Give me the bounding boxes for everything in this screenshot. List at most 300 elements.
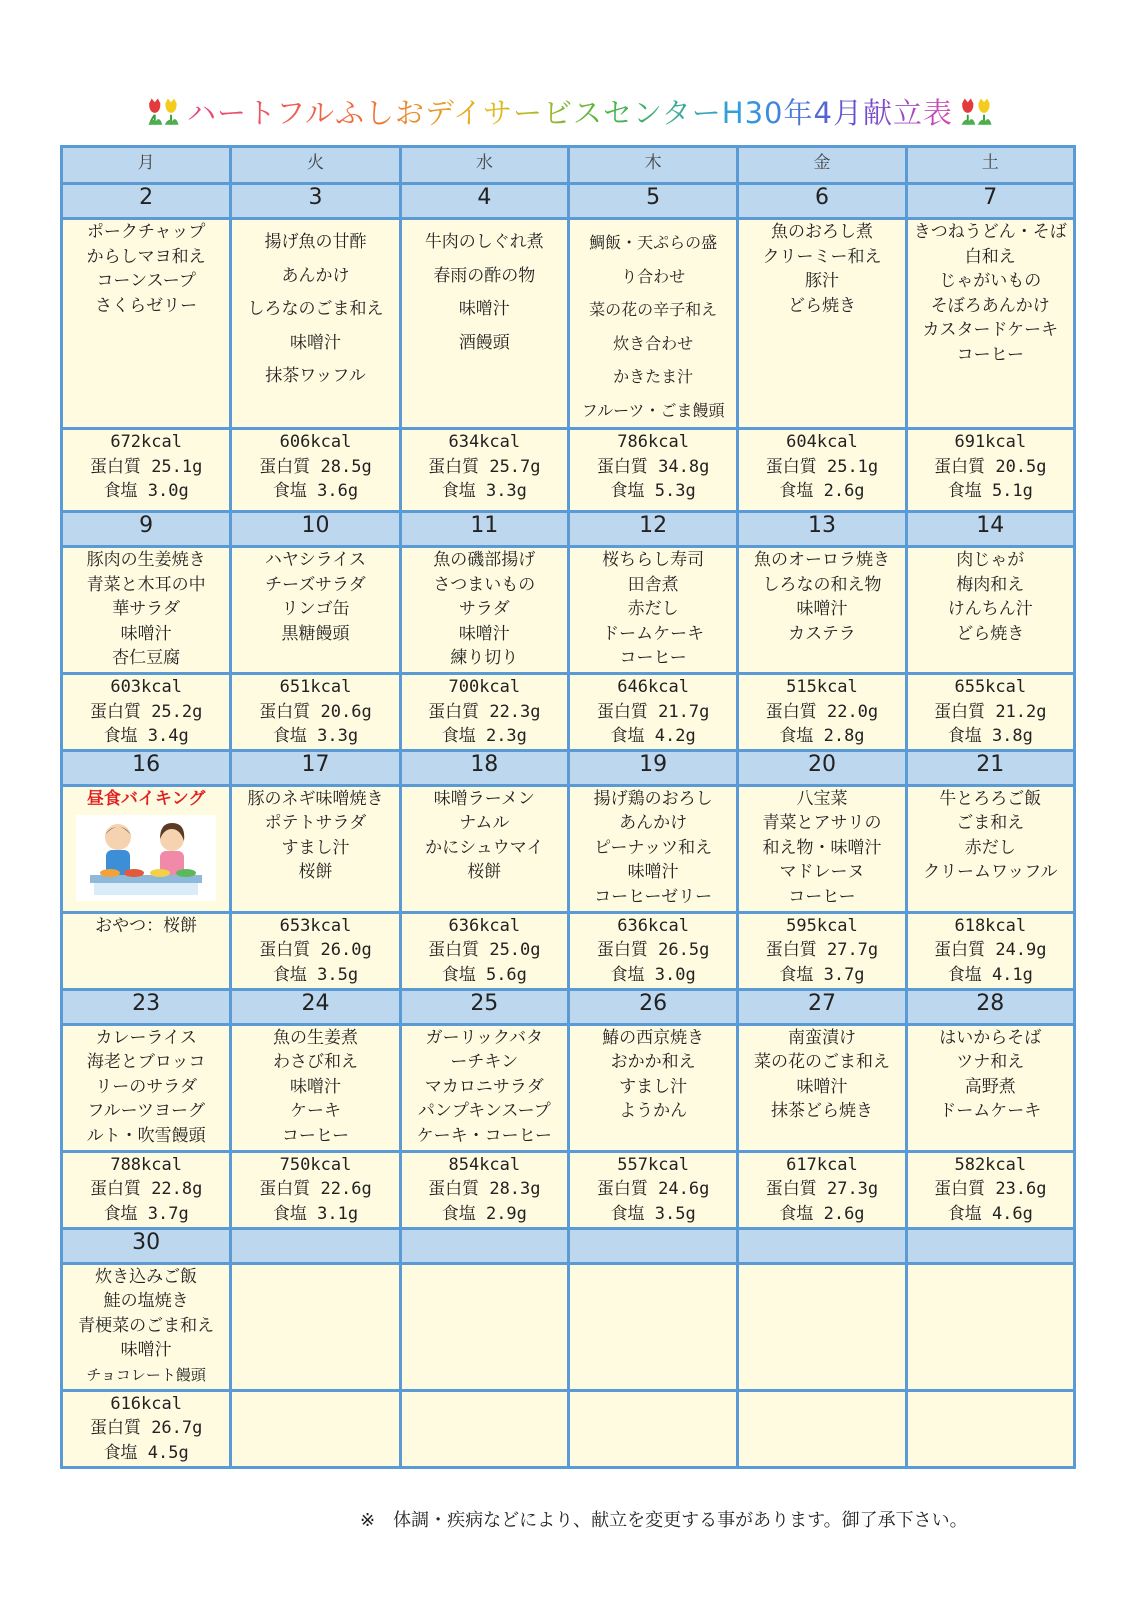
dish-item: 高野煮 xyxy=(964,1076,1016,1097)
dish-item: 菜の花の辛子和え xyxy=(589,300,718,319)
dish-cell xyxy=(906,785,1074,912)
dish-item: ポテトサラダ xyxy=(264,813,367,833)
dish-item: コーヒー xyxy=(788,886,856,907)
salt-value: 食塩 3.0g xyxy=(610,964,696,985)
nutrition-row xyxy=(62,1390,1075,1467)
empty-cell xyxy=(231,1263,400,1390)
dish-item: 味噌汁 xyxy=(120,1340,172,1360)
protein-value: 蛋白質 22.6g xyxy=(259,1179,372,1199)
protein-value: 蛋白質 28.3g xyxy=(428,1179,541,1199)
dish-item: あんかけ xyxy=(619,813,688,833)
dish-item: クリームワッフル xyxy=(923,862,1058,882)
dish-item: 梅肉和え xyxy=(956,574,1025,595)
dish-cell xyxy=(568,219,737,429)
weekday-wed: 水 xyxy=(400,147,568,184)
protein-value: 蛋白質 26.7g xyxy=(89,1418,203,1438)
dish-row xyxy=(62,1024,1075,1151)
protein-value: 蛋白質 20.5g xyxy=(934,456,1047,477)
kcal-value: 786kcal xyxy=(617,432,689,452)
date-cell: 27 xyxy=(738,989,906,1024)
date-cell: 17 xyxy=(231,750,400,785)
protein-value: 蛋白質 25.0g xyxy=(428,940,541,960)
title-row xyxy=(140,86,1000,136)
empty-cell xyxy=(400,1263,568,1390)
protein-value: 蛋白質 27.7g xyxy=(765,940,879,960)
date-cell: 11 xyxy=(400,512,568,547)
dish-item: 海老とブロッコ xyxy=(86,1052,206,1072)
dish-item: 八宝菜 xyxy=(796,788,848,809)
salt-value: 食塩 5.6g xyxy=(441,964,527,985)
dish-item: ケーキ xyxy=(289,1101,341,1121)
date-cell: 13 xyxy=(738,512,906,547)
weekday-thu: 木 xyxy=(568,147,737,184)
salt-value: 食塩 4.5g xyxy=(103,1442,189,1463)
dish-item: どら焼き xyxy=(956,623,1025,644)
dish-item: 南蛮漬け xyxy=(787,1027,856,1048)
dish-cell xyxy=(568,785,737,912)
nutrition-cell xyxy=(231,912,400,989)
dish-item: 魚のおろし煮 xyxy=(770,222,873,242)
nutrition-cell xyxy=(62,674,231,751)
salt-value: 食塩 5.1g xyxy=(947,481,1033,501)
salt-value: 食塩 4.1g xyxy=(947,964,1033,985)
dish-item: コーヒー xyxy=(956,344,1024,365)
protein-value: 蛋白質 25.1g xyxy=(89,456,203,477)
date-row xyxy=(62,184,1075,219)
dish-cell xyxy=(568,1024,737,1151)
dish-item: 牛とろろご飯 xyxy=(939,788,1042,809)
salt-value: 食塩 3.7g xyxy=(779,964,865,985)
protein-value: 蛋白質 22.3g xyxy=(428,701,541,722)
dish-item: さつまいもの xyxy=(433,574,536,595)
dish-item: サラダ xyxy=(458,599,510,619)
dish-row xyxy=(62,547,1075,674)
date-cell: 14 xyxy=(906,512,1074,547)
nutrition-row xyxy=(62,1151,1075,1228)
dish-item: 青菜とアサリの xyxy=(762,813,882,833)
protein-value: 蛋白質 21.7g xyxy=(596,701,710,722)
kcal-value: 636kcal xyxy=(617,915,689,936)
empty-cell xyxy=(568,1263,737,1390)
nutrition-cell xyxy=(400,674,568,751)
dish-item: 魚の磯部揚げ xyxy=(433,550,536,570)
salt-value: 食塩 3.3g xyxy=(441,481,527,501)
snack-text: おやつ：桜餅 xyxy=(95,915,198,936)
dish-item: ハヤシライス xyxy=(264,550,367,570)
dish-item: 味噌汁 xyxy=(458,623,510,644)
dish-cell xyxy=(62,219,231,429)
dish-item: 白和え xyxy=(964,246,1016,267)
dish-item: からしマヨ和え xyxy=(86,246,206,267)
dish-item: 味噌汁 xyxy=(289,332,341,353)
date-cell: 9 xyxy=(62,512,231,547)
date-cell: 21 xyxy=(906,750,1074,785)
dish-item: ようかん xyxy=(619,1101,688,1121)
kcal-value: 655kcal xyxy=(954,677,1027,697)
nutrition-cell xyxy=(62,1390,231,1467)
protein-value: 蛋白質 26.5g xyxy=(596,940,710,960)
tulip-icon xyxy=(146,87,181,135)
date-cell: 25 xyxy=(400,989,568,1024)
nutrition-row xyxy=(62,674,1075,751)
protein-value: 蛋白質 25.7g xyxy=(428,456,541,477)
dish-item: 酒饅頭 xyxy=(458,332,510,353)
dish-item: どら焼き xyxy=(787,295,856,316)
nutrition-cell xyxy=(62,1151,231,1228)
salt-value: 食塩 2.6g xyxy=(779,1203,865,1224)
nutrition-cell xyxy=(400,1151,568,1228)
date-cell: 3 xyxy=(231,184,400,219)
empty-cell xyxy=(906,1390,1074,1467)
dish-cell xyxy=(400,219,568,429)
date-row xyxy=(62,512,1075,547)
salt-value: 食塩 4.2g xyxy=(610,726,696,746)
protein-value: 蛋白質 22.0g xyxy=(765,701,879,722)
kcal-value: 617kcal xyxy=(786,1154,858,1175)
dish-item: 鰆の西京焼き xyxy=(602,1027,705,1048)
dish-item: 赤だし xyxy=(964,837,1016,858)
dish-row xyxy=(62,785,1075,912)
protein-value: 蛋白質 25.2g xyxy=(89,701,203,722)
weekday-fri: 金 xyxy=(738,147,906,184)
dish-item: すまし汁 xyxy=(281,837,350,858)
nutrition-cell xyxy=(231,1151,400,1228)
weekday-sat: 土 xyxy=(906,147,1074,184)
date-cell: 24 xyxy=(231,989,400,1024)
dish-item: 味噌汁 xyxy=(627,862,679,882)
buffet-label: 昼食バイキング xyxy=(86,788,206,809)
dish-item: り合わせ xyxy=(621,266,686,286)
dish-item: 味噌汁 xyxy=(289,1076,341,1097)
dish-cell xyxy=(231,547,400,674)
dish-item: じゃがいもの xyxy=(939,271,1042,291)
dish-cell xyxy=(62,1024,231,1151)
dish-cell xyxy=(400,785,568,912)
dish-item: 炊き合わせ xyxy=(613,333,694,353)
dish-item: リーのサラダ xyxy=(95,1076,198,1097)
dish-item: ルト・吹雪饅頭 xyxy=(86,1125,206,1146)
dish-item: さくらゼリー xyxy=(95,295,198,316)
dish-item: 杏仁豆腐 xyxy=(112,648,181,668)
empty-cell xyxy=(231,1390,400,1467)
dish-item: フルーツヨーグ xyxy=(87,1101,205,1121)
dish-item: チョコレート饅頭 xyxy=(86,1365,206,1384)
dish-item: わさび和え xyxy=(272,1052,358,1072)
date-cell: 26 xyxy=(568,989,737,1024)
salt-value: 食塩 2.6g xyxy=(779,481,865,501)
salt-value: 食塩 3.7g xyxy=(103,1203,189,1224)
dish-item: クリーミー和え xyxy=(762,246,882,267)
nutrition-cell xyxy=(62,429,231,512)
dish-item: 味噌汁 xyxy=(120,623,172,644)
dish-item: カスタードケーキ xyxy=(922,320,1059,340)
protein-value: 蛋白質 23.6g xyxy=(934,1179,1047,1199)
date-cell: 12 xyxy=(568,512,737,547)
dish-cell xyxy=(738,785,906,912)
dish-item: おかか和え xyxy=(610,1052,696,1072)
dish-item: 華サラダ xyxy=(112,599,181,619)
empty-cell xyxy=(400,1390,568,1467)
kcal-value: 515kcal xyxy=(786,677,858,697)
salt-value: 食塩 2.3g xyxy=(441,726,527,746)
protein-value: 蛋白質 27.3g xyxy=(765,1179,879,1199)
nutrition-cell xyxy=(906,1151,1074,1228)
dish-item: 抹茶ワッフル xyxy=(265,366,366,386)
dish-item: 揚げ魚の甘酢 xyxy=(264,232,367,252)
weekday-header-row xyxy=(62,147,1075,184)
dish-item: 豚肉の生姜焼き xyxy=(86,550,206,570)
kcal-value: 582kcal xyxy=(954,1154,1027,1175)
dish-item: 豚汁 xyxy=(804,271,839,291)
nutrition-cell xyxy=(906,674,1074,751)
salt-value: 食塩 3.3g xyxy=(272,726,359,746)
kcal-value: 691kcal xyxy=(954,432,1027,452)
dish-item: コーヒーゼリー xyxy=(594,886,713,907)
kcal-value: 616kcal xyxy=(110,1393,182,1414)
kcal-value: 750kcal xyxy=(279,1154,352,1175)
dish-item: チーズサラダ xyxy=(265,574,366,595)
dish-item: かきたま汁 xyxy=(613,367,694,386)
dish-cell xyxy=(400,1024,568,1151)
dish-item: 魚の生姜煮 xyxy=(272,1027,358,1048)
date-cell: 2 xyxy=(62,184,231,219)
dish-cell xyxy=(231,1024,400,1151)
empty-date-cell xyxy=(738,1228,906,1263)
weekday-mon: 月 xyxy=(62,147,231,184)
dish-item: けんちん汁 xyxy=(947,599,1033,619)
snack-cell xyxy=(62,912,231,989)
menu-calendar xyxy=(60,145,1076,1469)
salt-value: 食塩 3.5g xyxy=(272,964,359,985)
kcal-value: 653kcal xyxy=(279,915,352,936)
dish-item: 魚のオーロラ焼き xyxy=(753,550,890,570)
dish-item: 桜ちらし寿司 xyxy=(602,550,705,570)
dish-item: しろなの和え物 xyxy=(762,574,882,595)
dish-item: 青梗菜のごま和え xyxy=(78,1315,215,1336)
salt-value: 食塩 5.3g xyxy=(610,481,696,501)
nutrition-cell xyxy=(400,429,568,512)
empty-cell xyxy=(738,1263,906,1390)
dish-cell xyxy=(62,547,231,674)
kcal-value: 672kcal xyxy=(110,432,182,452)
dish-item: フルーツ・ごま饅頭 xyxy=(581,400,725,420)
dish-item: パンプキンスープ xyxy=(417,1101,551,1121)
weekday-tue: 火 xyxy=(231,147,400,184)
dish-item: カレーライス xyxy=(95,1027,197,1048)
date-cell: 23 xyxy=(62,989,231,1024)
empty-cell xyxy=(738,1390,906,1467)
dish-cell xyxy=(738,1024,906,1151)
dish-item: 揚げ鶏のおろし xyxy=(593,788,713,809)
kcal-value: 854kcal xyxy=(448,1154,521,1175)
dish-item: ガーリックバタ xyxy=(425,1027,543,1048)
dish-item: ケーキ・コーヒー xyxy=(416,1125,552,1146)
date-cell: 30 xyxy=(62,1228,231,1263)
kcal-value: 700kcal xyxy=(448,677,521,697)
date-cell: 28 xyxy=(906,989,1074,1024)
date-cell: 4 xyxy=(400,184,568,219)
date-row xyxy=(62,750,1075,785)
nutrition-cell xyxy=(906,429,1074,512)
protein-value: 蛋白質 24.9g xyxy=(934,940,1047,960)
dish-item: はいからそば xyxy=(939,1027,1042,1048)
salt-value: 食塩 2.9g xyxy=(441,1203,527,1224)
nutrition-cell xyxy=(568,912,737,989)
dish-item: 赤だし xyxy=(627,599,679,619)
page-title: ハートフルふしおデイサービスセンターH30年4月献立表 xyxy=(187,91,953,132)
nutrition-cell xyxy=(568,674,737,751)
dish-cell xyxy=(906,219,1074,429)
kcal-value: 651kcal xyxy=(279,677,352,697)
dish-item: しろなのごま和え xyxy=(247,299,384,319)
dish-cell xyxy=(906,1024,1074,1151)
dish-item: 味噌汁 xyxy=(458,299,510,319)
kcal-value: 604kcal xyxy=(786,432,858,452)
nutrition-cell xyxy=(400,912,568,989)
salt-value: 食塩 3.8g xyxy=(947,726,1033,746)
protein-value: 蛋白質 26.0g xyxy=(259,940,372,960)
dish-item: 炊き込みご飯 xyxy=(95,1266,198,1287)
nutrition-cell xyxy=(738,1151,906,1228)
date-cell: 16 xyxy=(62,750,231,785)
dish-item: リンゴ缶 xyxy=(281,599,350,619)
dish-item: コーヒー xyxy=(619,648,687,668)
date-cell: 19 xyxy=(568,750,737,785)
dish-item: 春雨の酢の物 xyxy=(433,265,536,286)
date-cell: 18 xyxy=(400,750,568,785)
dish-item: きつねうどん・そば xyxy=(913,222,1067,242)
dish-cell xyxy=(738,547,906,674)
nutrition-cell xyxy=(231,429,400,512)
dish-item: ツナ和え xyxy=(956,1052,1025,1072)
salt-value: 食塩 3.4g xyxy=(103,726,189,746)
nutrition-cell xyxy=(738,429,906,512)
dish-cell xyxy=(906,547,1074,674)
nutrition-row xyxy=(62,912,1075,989)
protein-value: 蛋白質 25.1g xyxy=(765,456,879,477)
dish-cell xyxy=(231,219,400,429)
dish-item: 菜の花のごま和え xyxy=(753,1052,890,1072)
dish-item: 青菜と木耳の中 xyxy=(86,574,206,595)
salt-value: 食塩 3.1g xyxy=(272,1203,359,1224)
footer-note: ※ 体調・疾病などにより、献立を変更する事があります。御了承下さい。 xyxy=(360,1510,968,1531)
dish-item: 牛肉のしぐれ煮 xyxy=(424,232,544,252)
dish-cell xyxy=(568,547,737,674)
dish-item: コーヒー xyxy=(281,1125,350,1146)
dish-item: ドームケーキ xyxy=(939,1101,1042,1121)
dish-item: 桜餅 xyxy=(298,862,333,882)
kcal-value: 603kcal xyxy=(110,677,182,697)
nutrition-row xyxy=(62,429,1075,512)
dish-cell xyxy=(400,547,568,674)
date-row xyxy=(62,989,1075,1024)
dish-item: すまし汁 xyxy=(619,1076,688,1097)
nutrition-cell xyxy=(738,912,906,989)
buffet-illustration xyxy=(76,815,216,901)
empty-date-cell xyxy=(231,1228,400,1263)
protein-value: 蛋白質 28.5g xyxy=(259,456,372,477)
buffet-cell xyxy=(62,785,231,912)
dish-item: ーチキン xyxy=(450,1052,519,1072)
empty-cell xyxy=(906,1263,1074,1390)
dish-cell xyxy=(231,785,400,912)
dish-item: そぼろあんかけ xyxy=(930,295,1050,316)
nutrition-cell xyxy=(738,674,906,751)
dish-item: 抹茶どら焼き xyxy=(770,1101,873,1121)
dish-item: 和え物・味噌汁 xyxy=(762,837,882,858)
nutrition-cell xyxy=(906,912,1074,989)
empty-date-cell xyxy=(906,1228,1074,1263)
protein-value: 蛋白質 24.6g xyxy=(596,1179,710,1199)
nutrition-cell xyxy=(568,429,737,512)
date-cell: 6 xyxy=(738,184,906,219)
date-cell: 20 xyxy=(738,750,906,785)
dish-item: 黒糖饅頭 xyxy=(281,623,350,644)
dish-item: ポークチャップ xyxy=(86,222,206,242)
protein-value: 蛋白質 20.6g xyxy=(259,701,372,722)
dish-item: ピーナッツ和え xyxy=(594,837,713,858)
dish-item: 味噌ラーメン xyxy=(433,788,535,809)
tulip-icon xyxy=(959,87,994,135)
dish-item: 肉じゃが xyxy=(956,550,1025,570)
dish-row xyxy=(62,1263,1075,1390)
dish-item: かにシュウマイ xyxy=(425,837,544,858)
dish-item: ごま和え xyxy=(956,813,1025,833)
dish-cell xyxy=(62,1263,231,1390)
dish-item: 鮭の塩焼き xyxy=(103,1291,189,1311)
dish-item: マドレーヌ xyxy=(779,862,865,882)
protein-value: 蛋白質 22.8g xyxy=(89,1179,203,1199)
salt-value: 食塩 3.0g xyxy=(103,481,189,501)
nutrition-cell xyxy=(568,1151,737,1228)
dish-item: 田舎煮 xyxy=(627,574,679,595)
dish-item: 豚のネギ味噌焼き xyxy=(247,788,384,809)
dish-item: カステラ xyxy=(788,623,856,644)
dish-item: 桜餅 xyxy=(467,862,502,882)
kcal-value: 788kcal xyxy=(110,1154,182,1175)
empty-date-cell xyxy=(568,1228,737,1263)
dish-item: ナムル xyxy=(459,813,510,833)
nutrition-cell xyxy=(231,674,400,751)
protein-value: 蛋白質 34.8g xyxy=(596,456,710,477)
kcal-value: 636kcal xyxy=(448,915,521,936)
kcal-value: 606kcal xyxy=(279,432,352,452)
date-row xyxy=(62,1228,1075,1263)
dish-item: マカロニサラダ xyxy=(424,1076,544,1097)
date-cell: 5 xyxy=(568,184,737,219)
protein-value: 蛋白質 21.2g xyxy=(934,701,1047,722)
dish-cell xyxy=(738,219,906,429)
salt-value: 食塩 3.6g xyxy=(272,481,359,501)
empty-cell xyxy=(568,1390,737,1467)
kcal-value: 618kcal xyxy=(954,915,1027,936)
dish-item: 味噌汁 xyxy=(796,1076,848,1097)
dish-item: 鯛飯・天ぷらの盛 xyxy=(589,233,718,252)
dish-item: 味噌汁 xyxy=(796,599,848,619)
dish-item: ドームケーキ xyxy=(602,623,705,644)
dish-row xyxy=(62,219,1075,429)
date-cell: 7 xyxy=(906,184,1074,219)
dish-item: 練り切り xyxy=(450,648,519,668)
dish-item: コーンスープ xyxy=(96,271,196,291)
kcal-value: 557kcal xyxy=(617,1154,689,1175)
salt-value: 食塩 4.6g xyxy=(947,1203,1033,1224)
dish-item: あんかけ xyxy=(281,265,350,286)
date-cell: 10 xyxy=(231,512,400,547)
salt-value: 食塩 2.8g xyxy=(779,726,865,746)
salt-value: 食塩 3.5g xyxy=(610,1203,696,1224)
kcal-value: 595kcal xyxy=(786,915,858,936)
